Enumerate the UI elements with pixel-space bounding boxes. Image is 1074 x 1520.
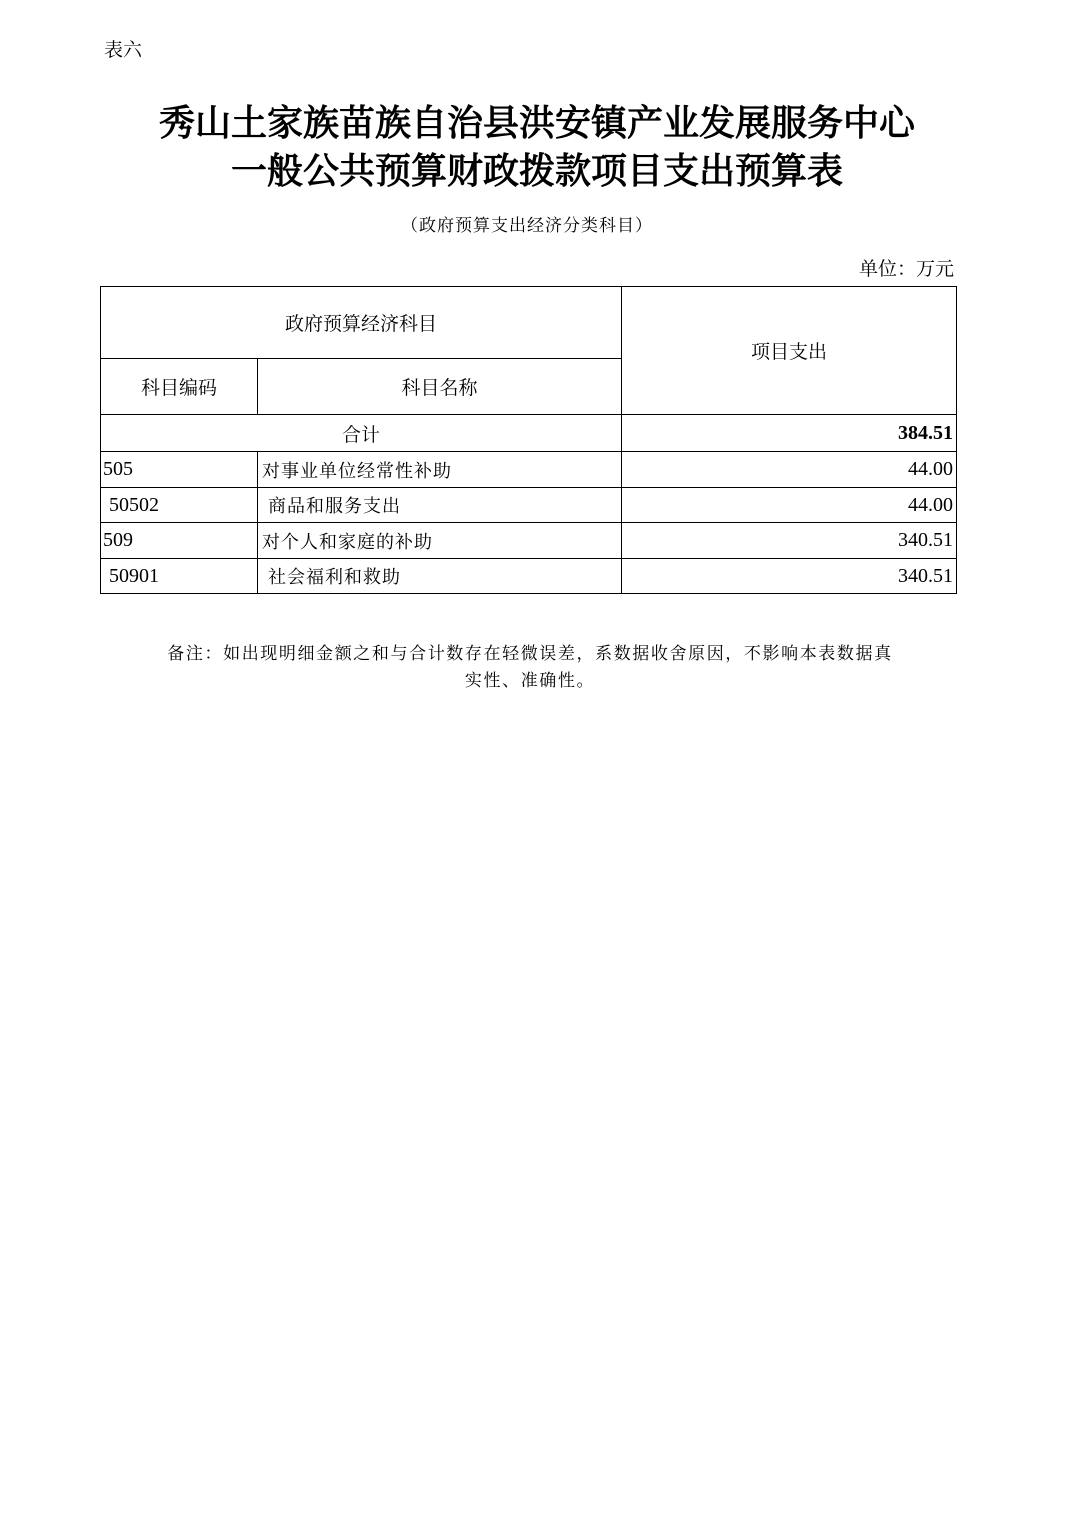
budget-table [100, 286, 957, 594]
document-subtitle: （政府预算支出经济分类科目） [401, 216, 653, 236]
document-title-line-1: 秀山土家族苗族自治县洪安镇产业发展服务中心 [158, 102, 915, 144]
table-row [101, 523, 957, 559]
project-amount: 340.51 [622, 523, 957, 559]
subject-code: 509 [101, 523, 258, 559]
document-title-line-2: 一般公共预算财政拨款项目支出预算表 [230, 150, 843, 192]
table-row [101, 488, 957, 523]
total-label: 合计 [101, 415, 622, 452]
subject-name: 对个人和家庭的补助 [258, 523, 622, 559]
header-subject-name: 科目名称 [258, 359, 622, 415]
table-row [101, 559, 957, 594]
subject-name: 社会福利和救助 [258, 559, 622, 594]
header-row-group [101, 287, 957, 359]
subject-code: 505 [101, 452, 258, 488]
subject-name: 对事业单位经常性补助 [258, 452, 622, 488]
table-row [101, 452, 957, 488]
project-amount: 340.51 [622, 559, 957, 594]
unit-label: 单位：万元 [858, 258, 954, 280]
table-label: 表六 [104, 39, 143, 61]
total-row [101, 415, 957, 452]
subject-code: 50502 [101, 488, 258, 523]
footnote [104, 641, 956, 695]
footnote-line-1: 备注：如出现明细金额之和与合计数存在轻微误差，系数据收舍原因，不影响本表数据真 [167, 644, 893, 664]
header-subject-code: 科目编码 [101, 359, 258, 415]
subject-name: 商品和服务支出 [258, 488, 622, 523]
project-amount: 44.00 [622, 452, 957, 488]
header-project-expenditure: 项目支出 [622, 287, 957, 415]
project-amount: 44.00 [622, 488, 957, 523]
footnote-line-2: 实性、准确性。 [464, 671, 596, 691]
total-value: 384.51 [622, 415, 957, 452]
subject-code: 50901 [101, 559, 258, 594]
header-economic-category: 政府预算经济科目 [101, 287, 622, 359]
